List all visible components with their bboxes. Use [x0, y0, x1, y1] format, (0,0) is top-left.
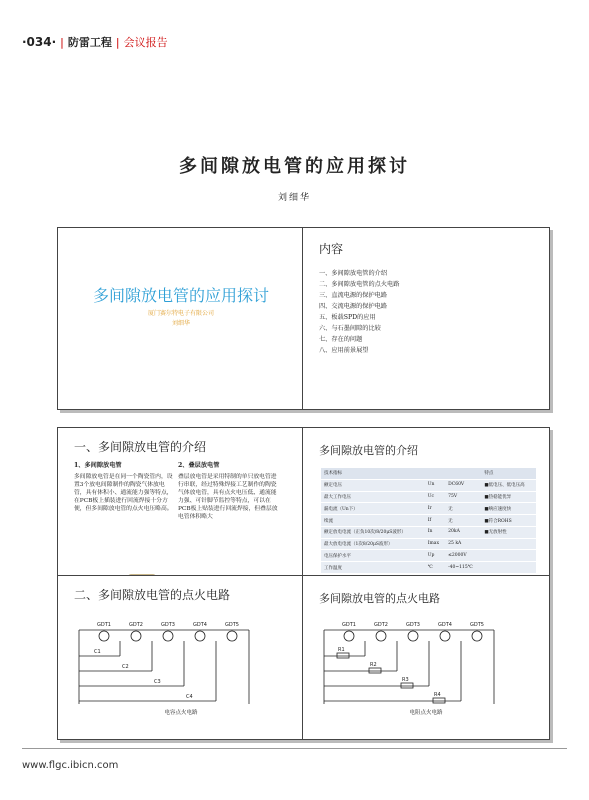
table-cell: 25 kA: [445, 538, 481, 550]
slide-resistor-circuit: [302, 575, 550, 740]
toc-heading: 内容: [319, 242, 344, 256]
table-cell: Uc: [425, 491, 445, 503]
gdt-label: GDT2: [129, 622, 143, 628]
toc-item: 八、应用前景展望: [319, 347, 369, 354]
table-cell: 电压保护水平: [321, 550, 425, 562]
table-cell: 额定放电电流（正负10次/8/20μS波形）: [321, 526, 425, 538]
gdt-label: GDT1: [97, 622, 111, 628]
table-cell: ■热稳能优异: [481, 491, 536, 503]
section-name: 防雷工程: [67, 36, 112, 49]
gdt-label: GDT3: [161, 622, 175, 628]
gdt-label: GDT2: [374, 622, 388, 628]
table-cell: [445, 468, 481, 479]
cap-label: C3: [154, 679, 161, 685]
footer-divider: [22, 748, 567, 749]
table-cell: -40~115℃: [445, 562, 481, 574]
table-row: [321, 491, 536, 503]
table-cell: Ir: [425, 503, 445, 515]
toc-list: [319, 268, 399, 356]
table-row: [321, 538, 536, 550]
table-row: [321, 479, 536, 491]
res-label: R4: [434, 692, 441, 698]
slide-title-text: 多间隙放电管的应用探讨: [92, 286, 269, 305]
circuit-caption: 电阻点火电路: [409, 710, 443, 716]
table-cell: Up: [425, 550, 445, 562]
table-row: [321, 526, 536, 538]
cap-label: C4: [186, 694, 193, 700]
page-header: [22, 34, 168, 50]
gdt-label: GDT4: [193, 622, 207, 628]
table-cell: ≤2000V: [445, 550, 481, 562]
table-cell: In: [425, 526, 445, 538]
category-name: 会议报告: [123, 36, 168, 49]
page-number: ·034·: [22, 35, 57, 49]
footer-url[interactable]: www.flgc.ibicn.com: [22, 760, 119, 771]
slide-presenter: 刘细华: [171, 320, 190, 327]
table-row: [321, 515, 536, 527]
intro-right-column: [178, 462, 278, 521]
table-cell: DC60V: [445, 479, 481, 491]
table-cell: ■低电压、低电压高: [481, 479, 536, 491]
slide-heading: 多间隙放电管的点火电路: [319, 592, 440, 605]
table-cell: 续流: [321, 515, 425, 527]
intro-left-subtitle: 1、多间隙放电管: [74, 462, 122, 469]
circuit-caption: 电容点火电路: [164, 710, 198, 716]
gdt-label: GDT4: [438, 622, 452, 628]
slide-heading: 二、多间隙放电管的点火电路: [74, 588, 231, 602]
table-cell: ℃: [425, 562, 445, 574]
table-cell: 20kA: [445, 526, 481, 538]
res-label: R2: [370, 662, 377, 668]
slide-title: [57, 227, 305, 410]
table-cell: ■响应速度快: [481, 503, 536, 515]
spec-table: [321, 468, 536, 574]
gdt-label: GDT1: [342, 622, 356, 628]
article-title: 多间隙放电管的应用探讨: [179, 156, 410, 177]
table-cell: Imax: [425, 538, 445, 550]
table-cell: 特点: [481, 468, 536, 479]
cap-label: C2: [122, 664, 129, 670]
table-cell: Un: [425, 479, 445, 491]
table-cell: 工作温度: [321, 562, 425, 574]
toc-item: 四、交流电源的保护电路: [319, 303, 388, 310]
toc-item: 五、板载SPD的应用: [319, 314, 376, 321]
table-cell: ■符合ROHS: [481, 515, 536, 527]
header-divider: |: [115, 35, 120, 49]
res-label: R1: [338, 647, 345, 653]
table-row: [321, 503, 536, 515]
slide-heading: 多间隙放电管的介绍: [319, 444, 418, 457]
article-author: 刘细华: [277, 193, 311, 203]
intro-right-body: 叠层放电管是采用特制的单只放电管进行串联，经过特殊焊接工艺制作的陶瓷气体放电管，具有点火电压低、通流能力强、可针脚节监控等特点，可以在PCB板上贴装进行回流焊接，但叠层放电管体积略大: [178, 474, 278, 520]
resistor-circuit-diagram: [319, 616, 499, 706]
intro-left-column: [74, 462, 174, 513]
toc-item: 七、存在的问题: [319, 336, 363, 343]
gdt-label: GDT3: [406, 622, 420, 628]
toc-item: 一、多间隙放电管的介绍: [319, 270, 388, 277]
table-cell: 75V: [445, 491, 481, 503]
intro-left-body: 多间隙放电管是在同一个陶瓷管内，设置3个放电间隙制作的陶瓷气体放电管，具有体积小、通流能力强等特点，在PCB板上插装进行回流焊接十分方便，但多间隙放电管的点火电压略高。: [74, 474, 173, 512]
capacitor-circuit-diagram: [74, 616, 254, 706]
table-cell: 无: [445, 503, 481, 515]
slide-contents: [302, 227, 550, 410]
table-cell: 漏电流（Un下）: [321, 503, 425, 515]
slide-company: 厦门赛尔特电子有限公司: [147, 310, 214, 317]
table-cell: 最大工作电压: [321, 491, 425, 503]
toc-item: 三、直流电源的保护电路: [319, 292, 388, 299]
gdt-label: GDT5: [470, 622, 484, 628]
slide-capacitor-circuit: [57, 575, 305, 740]
table-cell: [425, 468, 445, 479]
table-cell: ■无放射性: [481, 526, 536, 538]
table-header-row: [321, 468, 536, 479]
table-row: [321, 550, 536, 562]
table-row: [321, 562, 536, 574]
res-label: R3: [402, 677, 409, 683]
cap-label: C1: [94, 649, 101, 655]
table-cell: 无: [445, 515, 481, 527]
slide-heading: 一、多间隙放电管的介绍: [74, 440, 207, 454]
gdt-label: GDT5: [225, 622, 239, 628]
table-cell: 额定电压: [321, 479, 425, 491]
toc-item: 二、多间隙放电管的点火电路: [319, 281, 400, 288]
header-divider: |: [60, 35, 64, 49]
table-cell: 最大放电电流（1次8/20μS波形）: [321, 538, 425, 550]
toc-item: 六、与石墨间隙的比较: [319, 325, 381, 332]
table-cell: 技术指标: [321, 468, 425, 479]
intro-right-subtitle: 2、叠层放电管: [178, 462, 220, 469]
table-cell: If: [425, 515, 445, 527]
